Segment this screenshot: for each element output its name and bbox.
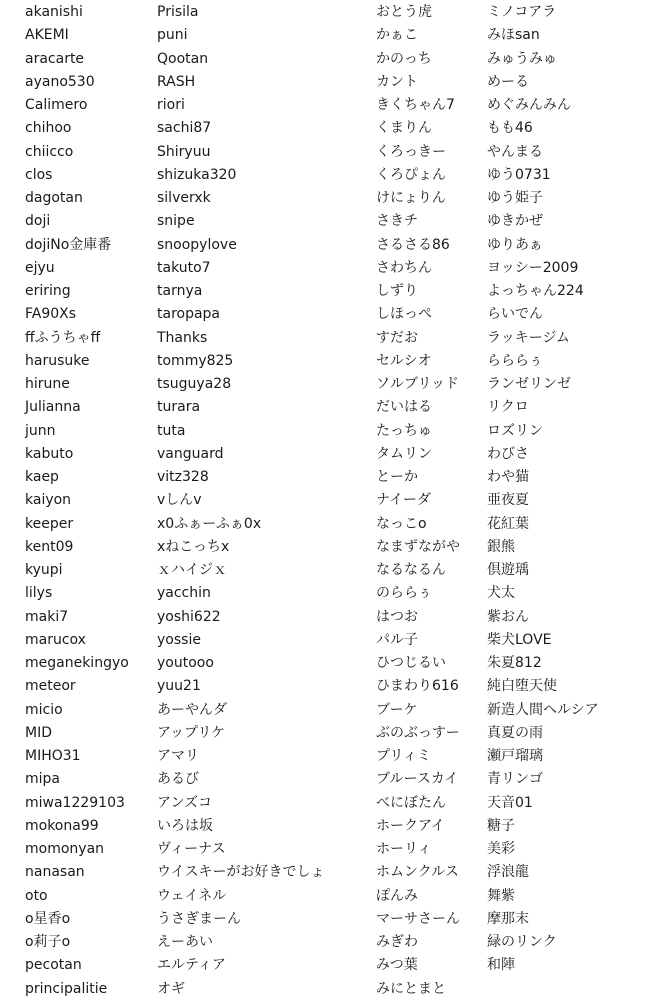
name-list-item: さきチ [376,213,418,230]
name-list-item: うさぎまーん [157,910,241,927]
name-list-item: ひつじるい [376,655,446,671]
name-list-item: しほっぺ [376,306,432,323]
name-list-item: たっちゅ [376,422,432,439]
name-list-item: ヴィーナス [157,841,226,857]
name-list-item: shizuka320 [157,166,237,183]
name-list-item: アマリ [157,748,199,764]
name-list-item: Shiryuu [157,143,211,160]
name-list-item: やんまる [487,143,543,160]
name-list-item: harusuke [25,352,90,369]
name-list-item: ゆりあぁ [487,236,543,253]
name-list-item: 摩那末 [487,910,529,927]
name-list-item: vしんv [157,492,202,509]
name-list-item: さわちん [376,259,432,276]
name-list-item: ゆう0731 [487,166,551,183]
name-list-item: わや猫 [487,469,529,485]
name-list-item: ヨッシー2009 [487,259,579,276]
name-list-item: keeper [25,515,74,532]
name-list-item: dagotan [25,190,83,206]
name-list-item: dojiNo金庫番 [25,236,112,253]
name-list-item: puni [157,27,188,44]
name-list-item: ｘハイジｘ [157,562,227,578]
name-list-item: 花紅葉 [487,515,529,532]
name-list-item: なっこo [376,515,427,532]
name-list-item: kaiyon [25,492,72,509]
name-list-item: なまずながや [376,538,460,555]
name-list-item: みゅうみゅ [487,50,557,67]
name-list-item: らいでん [487,306,543,323]
name-list-item: 真夏の雨 [487,724,543,741]
name-list-item: めぐみんみん [487,97,571,113]
name-list-item: pecotan [25,957,82,974]
name-list-item: clos [25,166,53,183]
name-list-item: よっちゃん224 [487,283,584,299]
name-list-item: パル子 [376,631,418,648]
name-list-item: 朱夏812 [487,655,542,671]
name-list-item: meteor [25,678,76,695]
name-list-item: Thanks [157,329,208,346]
name-list-item: 新造人間ヘルシア [487,701,599,718]
name-list-item: kaep [25,469,59,485]
name-list-item: 天音01 [487,794,533,811]
name-list-item: principalitie [25,980,108,997]
name-list-item: vanguard [157,445,224,462]
name-list-item: プリィミ [376,748,431,764]
name-list-item: yuu21 [157,678,201,695]
name-column-4 [487,1,647,978]
name-list-item: ホークアイ [376,817,445,834]
name-list-item: もも46 [487,120,533,137]
name-column-1 [25,1,145,1001]
name-list-item: 糖子 [487,817,515,834]
name-list-item: tommy825 [157,352,234,369]
name-list-item: ayano530 [25,73,95,90]
name-list-item: 紫おん [487,608,529,625]
name-list-item: takuto7 [157,259,211,276]
name-list-item: ロズリン [487,422,543,439]
name-list-item: きくちゃん7 [376,97,455,113]
name-list-item: tarnya [157,283,203,299]
name-list-item: だいはる [376,399,432,416]
name-list-item: みつ葉 [376,957,418,974]
name-list-item: tsuguya28 [157,376,232,392]
name-list-item: youtooo [157,655,214,671]
name-list-item: すだお [376,329,418,346]
name-list-item: ホムンクルス [376,864,459,881]
name-list-item: akanishi [25,4,83,20]
name-list-item: ソルブリッド [376,376,459,392]
name-list-item: mipa [25,771,60,788]
name-list-item: o莉子o [25,934,71,950]
name-list-item: マーサさーん [376,910,460,927]
name-list-item: snoopylove [157,236,237,253]
name-list-item: いろは坂 [157,817,213,834]
name-list-item: かのっち [376,50,432,67]
name-list-item: chihoo [25,120,72,137]
name-list-item: ラッキージム [487,329,570,346]
name-list-item: junn [25,422,56,439]
name-list-item: momonyan [25,841,105,857]
name-list-item: おとう虎 [376,4,432,20]
name-list-item: FA90Xs [25,306,77,323]
name-list-item: かぁこ [376,27,418,44]
name-list-item: らららぅ [487,352,543,369]
name-list-item: 犬太 [487,585,515,602]
name-list-item: みにとまと [376,980,446,997]
name-list-item: ランゼリンゼ [487,376,571,392]
name-list-item: marucox [25,631,86,648]
name-list-item: のららぅ [376,585,432,602]
name-list-item: hirune [25,376,70,392]
name-list-item: nanasan [25,864,85,881]
name-list-item: とーか [376,469,418,485]
name-list-item: yossie [157,631,201,648]
name-list-item: ぽんみ [376,887,418,904]
name-list-item: lilys [25,585,53,602]
name-list-item: Qootan [157,50,209,67]
name-list-item: 純白堕天使 [487,678,557,695]
name-list-item: くろぴょん [376,166,446,183]
name-list-item: doji [25,213,51,230]
name-list-item: くまりん [376,120,432,137]
name-list-item: 美彩 [487,841,515,857]
name-list-item: なるなるん [376,562,446,578]
name-list-item: Prisila [157,4,199,20]
name-list-item: わびさ [487,445,529,462]
name-list-item: aracarte [25,50,85,67]
name-column-2 [157,1,357,1001]
name-list-item: meganekingyo [25,655,129,671]
name-list-item: ミノコアラ [487,4,557,20]
name-list-item: あーやんダ [157,701,227,718]
name-list-item: xねこっちx [157,538,230,555]
name-list-item: アップリケ [157,724,226,741]
name-list-item: riori [157,97,185,113]
name-list-item: ホーリィ [376,841,432,857]
name-list-item: oto [25,887,48,904]
name-list-item: kabuto [25,445,74,462]
name-list-item: micio [25,701,63,718]
name-list-item: エルティア [157,957,226,974]
name-list-item: セルシオ [376,352,432,369]
name-list-item: ゆきかぜ [487,213,543,230]
name-list-item: あるび [157,771,199,788]
name-list-item: ブルースカイ [376,771,459,788]
name-list-item: ぶのぶっすー [376,724,460,741]
name-list-item: しずり [376,283,418,299]
name-list-item: 緑のリンク [487,934,557,950]
name-list-item: eriring [25,283,71,299]
name-list-item: maki7 [25,608,69,625]
name-list-item: ブーケ [376,701,418,718]
name-list-item: miwa1229103 [25,794,125,811]
name-list-item: 舞紫 [487,887,515,904]
name-list-item: 浮浪龍 [487,864,529,881]
name-list-item: 青リンゴ [487,771,543,788]
name-list-item: chiicco [25,143,74,160]
name-list-item: kyupi [25,562,63,578]
name-list-item: みぎわ [376,934,418,950]
name-list-item: kent09 [25,538,74,555]
name-list-item: tuta [157,422,186,439]
name-list-item: Calimero [25,97,88,113]
name-list-item: 銀熊 [487,538,515,555]
name-list-item: 亜夜夏 [487,492,529,509]
name-list-item: 瀬戸瑠璃 [487,748,543,764]
name-list-item: 倶遊瑀 [487,562,529,578]
name-list-item: ひまわり616 [376,678,459,695]
name-list-item: o星香o [25,910,71,927]
name-list-item: リクロ [487,399,529,416]
name-list-item: MIHO31 [25,748,81,764]
name-list-item: アンズコ [157,794,213,811]
name-list-item: ウェイネル [157,887,227,904]
name-list-item: カント [376,73,418,90]
name-list-item: ウイスキーがお好きでしょ [157,864,325,881]
name-list-item: yoshi622 [157,608,221,625]
name-list-item: ffふうちゃff [25,329,101,346]
name-list-item: オギ [157,980,185,997]
name-list-item: silverxk [157,190,211,206]
name-column-3 [376,1,476,1001]
name-list-item: AKEMI [25,27,69,44]
name-list-item: えーあい [157,934,213,950]
name-list-item: yacchin [157,585,211,602]
name-list-item: タムリン [376,445,432,462]
name-list-item: ejyu [25,259,55,276]
name-list-item: vitz328 [157,469,209,485]
name-list-item: RASH [157,73,196,90]
name-list-item: めーる [487,73,529,90]
name-list-item: turara [157,399,201,416]
name-list-item: 和陣 [487,957,515,974]
name-list-item: taropapa [157,306,221,323]
name-list-item: ナイーダ [376,492,432,509]
name-list-item: べにぼたん [376,794,446,811]
name-list-item: MID [25,724,52,741]
name-list-item: sachi87 [157,120,212,137]
name-list-item: さるさる86 [376,236,450,253]
name-list-item: Julianna [25,399,81,416]
name-list-item: snipe [157,213,195,230]
name-list-item: x0ふぁーふぁ0x [157,515,262,532]
name-list-item: はつお [376,608,418,625]
name-list-item: ゆう姫子 [487,190,543,206]
name-list-item: みほsan [487,27,540,44]
name-list-item: くろっきー [376,143,446,160]
name-list-item: けにょりん [376,190,446,206]
name-list-item: mokona99 [25,817,99,834]
name-list-item: 柴犬LOVE [487,631,552,648]
